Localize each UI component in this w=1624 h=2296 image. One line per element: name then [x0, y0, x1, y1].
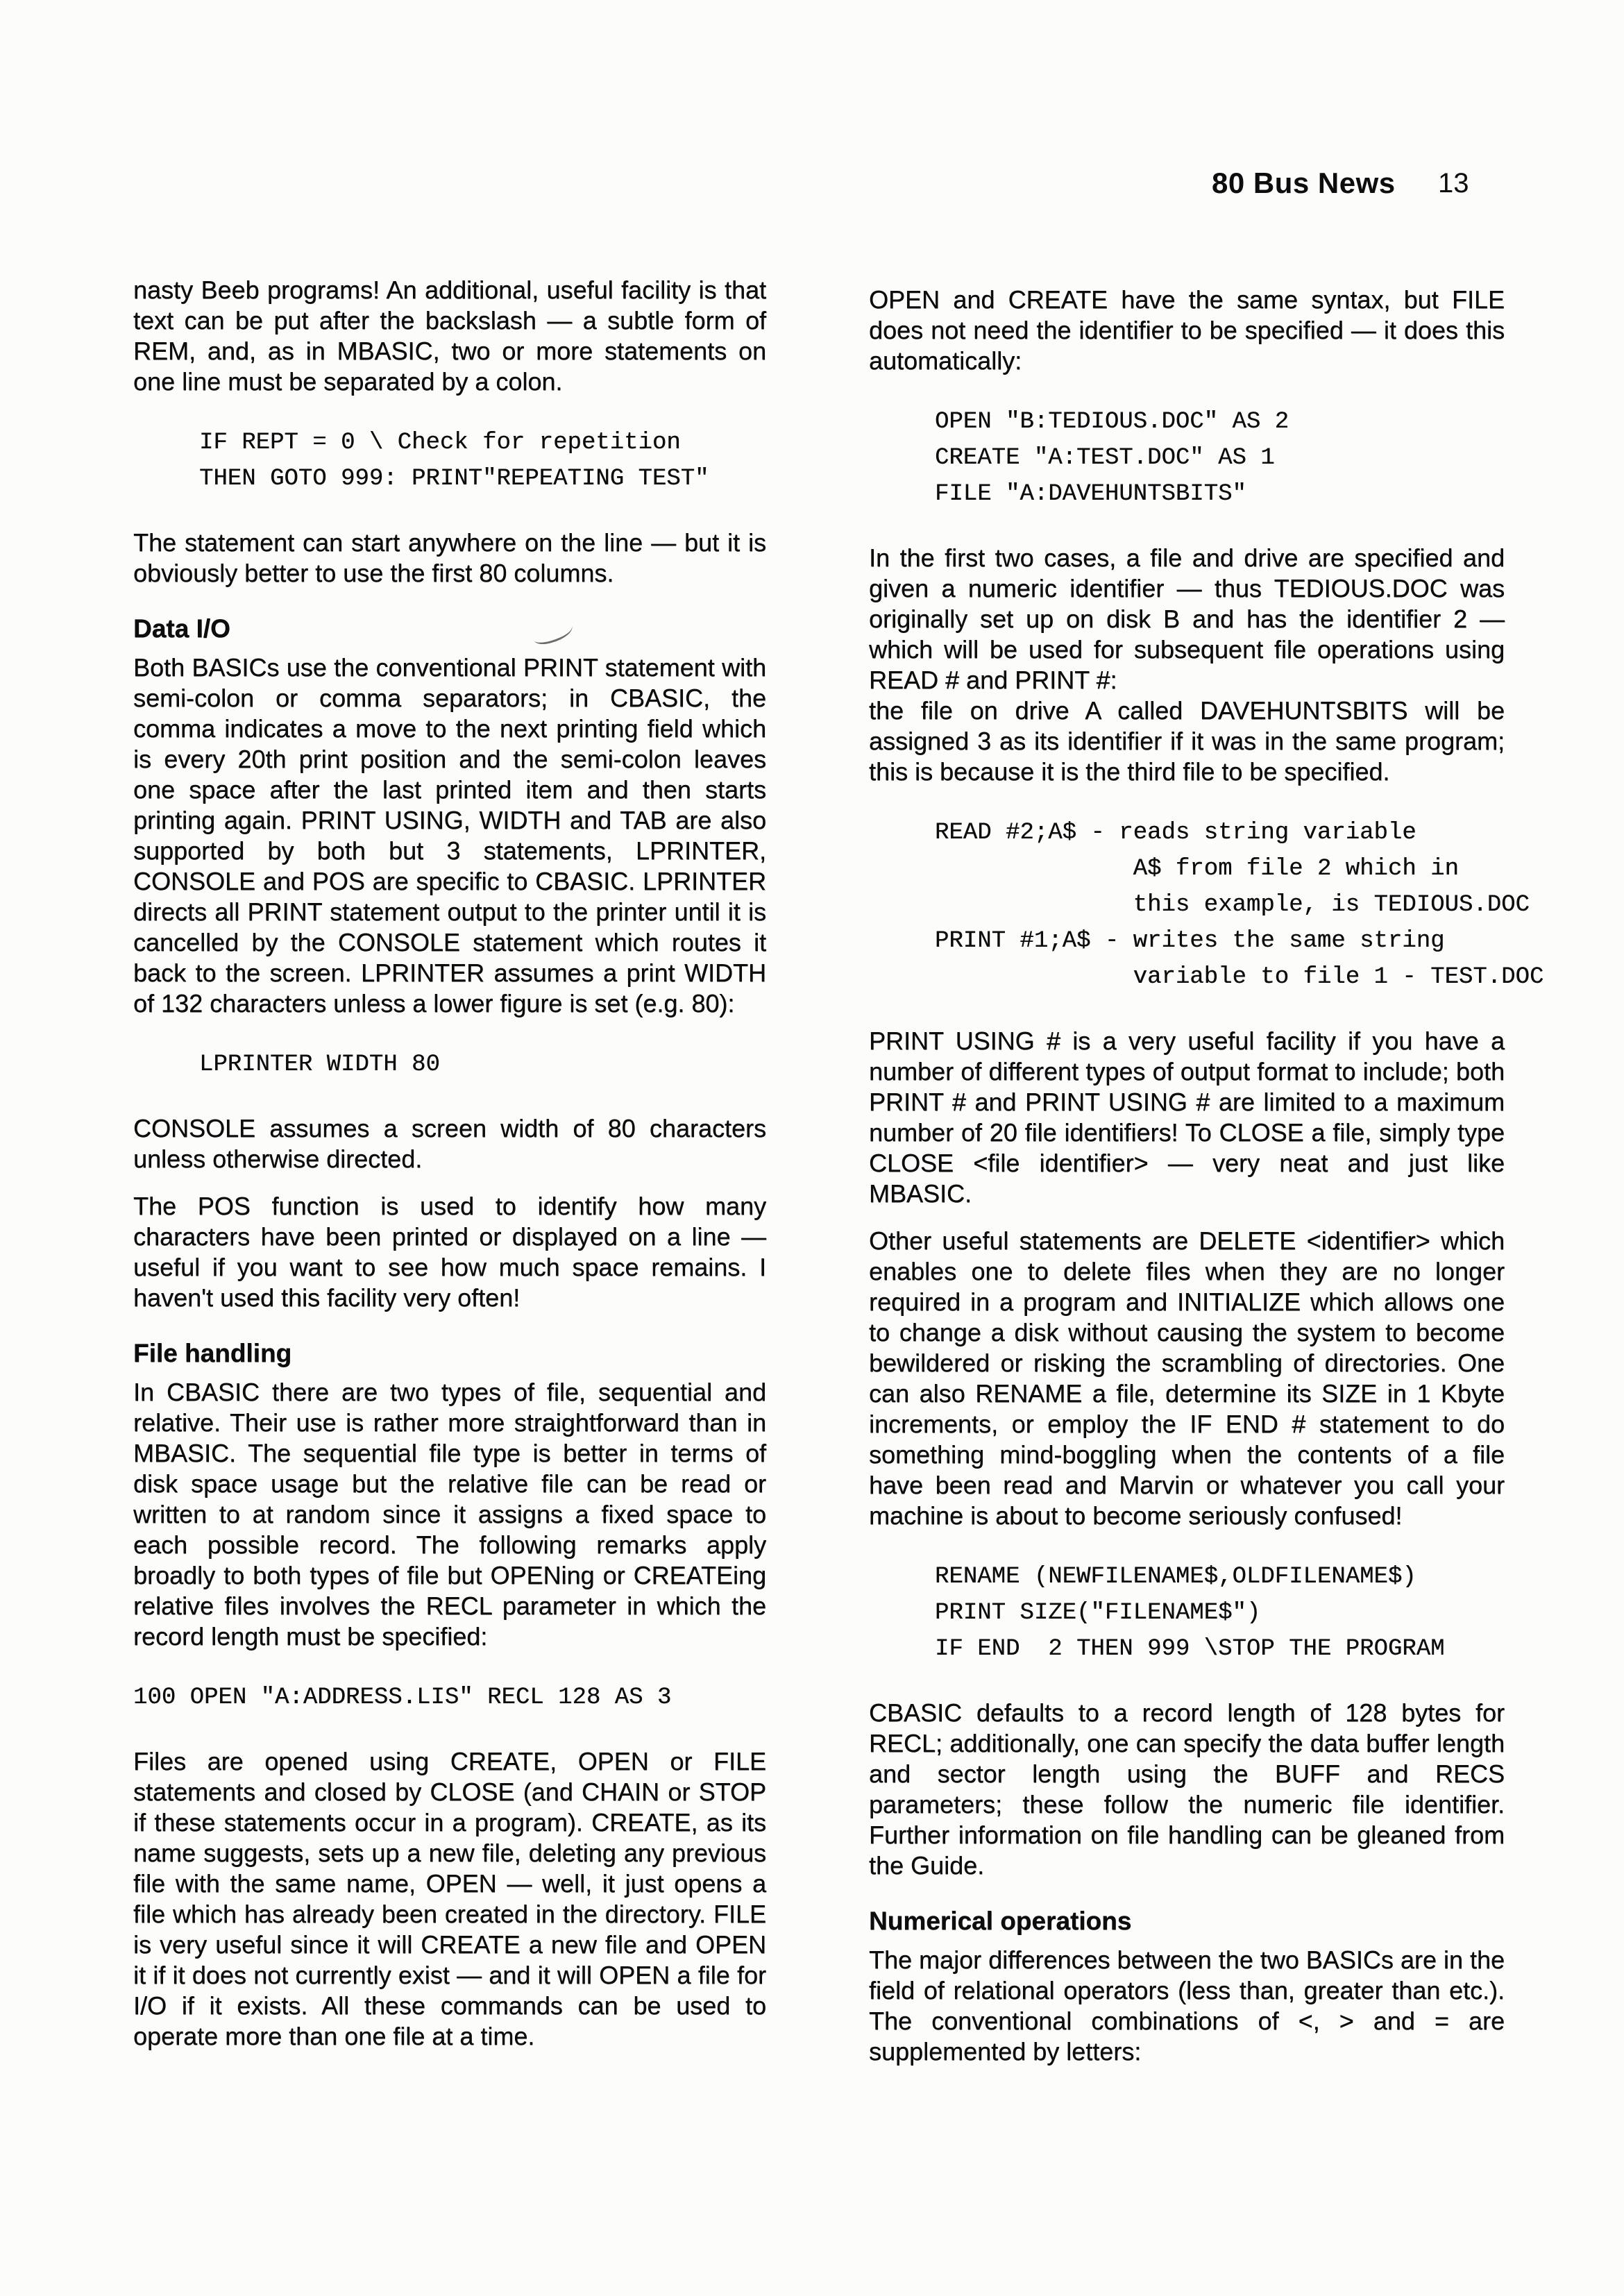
code-line: RENAME (NEWFILENAME$,OLDFILENAME$): [935, 1564, 1416, 1590]
code-line: PRINT SIZE("FILENAME$"): [935, 1600, 1261, 1626]
code-line: this example, is TEDIOUS.DOC: [935, 892, 1530, 918]
code-line: CREATE "A:TEST.DOC" AS 1: [935, 445, 1275, 471]
code-line: READ #2;A$ - reads string variable: [935, 820, 1416, 846]
code-line: A$ from file 2 which in: [935, 856, 1459, 882]
page-header: [0, 167, 1624, 208]
paragraph: The statement can start anywhere on the line — but it is obviously better to use the first 80 columns.: [133, 528, 766, 587]
paragraph: In CBASIC there are two types of file, sequential and relative. Their use is rather more straightforward than in MBASIC. The sequential file type is better in terms of disk space usage but the relative file can be read or written to at random since it assigns a fixed space to each possible record. The following remarks apply broadly to both types of file but OPENing or CREATEing relative files involves the RECL parameter in which the record length must be specified:: [133, 1378, 766, 1651]
code-line: LPRINTER WIDTH 80: [199, 1052, 440, 1078]
paragraph: PRINT USING # is a very useful facility if you have a number of different types of output format to include; both PRINT # and PRINT USING # are limited to a maximum number of 20 file identifiers! To CLOSE a file, simply type CLOSE <file identifier> — very neat and just like MBASIC.: [869, 1027, 1505, 1208]
magazine-title: 80 Bus News: [1212, 167, 1396, 199]
code-block: [869, 815, 1544, 995]
code-block: [869, 404, 1505, 512]
code-line: PRINT #1;A$ - writes the same string: [935, 928, 1445, 954]
page-number: 13: [1438, 168, 1469, 199]
code-line: FILE "A:DAVEHUNTSBITS": [935, 481, 1246, 507]
code-line: IF REPT = 0 \ Check for repetition: [199, 430, 681, 456]
code-block: [133, 1047, 766, 1083]
paragraph: Files are opened using CREATE, OPEN or FILE statements and closed by CLOSE (and CHAIN or STOP if these statements occur in a program). CREATE, as its name suggests, sets up a new file, deleting any previous file with the same name, OPEN — well, it just opens a file which has already been created in the directory. FILE is very useful since it will CREATE a new file and OPEN it if it does not currently exist — and it will OPEN a file for I/O if it exists. All these commands can be used to operate more than one file at a time.: [133, 1747, 766, 2050]
section-heading: Numerical operations: [869, 1907, 1132, 1935]
paragraph: CONSOLE assumes a screen width of 80 characters unless otherwise directed.: [133, 1114, 766, 1173]
code-line: variable to file 1 - TEST.DOC: [935, 964, 1544, 990]
code-block: [133, 425, 766, 497]
code-block: [133, 1680, 766, 1716]
paragraph: Other useful statements are DELETE <identifier> which enables one to delete files when they are no longer required in a program and INITIALIZE which allows one to change a disk without causing the system to become bewildered or risking the scrambling of directories. One can also RENAME a file, determine its SIZE in 1 Kbyte increments, or employ the IF END # statement to do something mind-boggling when the contents of a file have been read and Marvin or whatever you call your machine is about to become seriously confused!: [869, 1226, 1505, 1530]
paragraph: In the first two cases, a file and drive are specified and given a numeric identifier — thus TEDIOUS.DOC was originally set up on disk B and has the identifier 2 — which will be used for subsequent file operations using READ # and PRINT #:: [869, 543, 1505, 694]
section-heading: File handling: [133, 1339, 292, 1367]
paragraph: OPEN and CREATE have the same syntax, but FILE does not need the identifier to be specified — it does this automatically:: [869, 285, 1505, 375]
code-line: OPEN "B:TEDIOUS.DOC" AS 2: [935, 409, 1289, 435]
paragraph: the file on drive A called DAVEHUNTSBITS will be assigned 3 as its identifier if it was in the same program; this is because it is the third file to be specified.: [869, 696, 1505, 786]
left-column: [133, 275, 766, 2068]
paragraph: Both BASICs use the conventional PRINT statement with semi-colon or comma separators; in CBASIC, the comma indicates a move to the next printing field which is every 20th print position and the semi-colon leaves one space after the last printed item and then starts printing again. PRINT USING, WIDTH and TAB are also supported by both but 3 statements, LPRINTER, CONSOLE and POS are specific to CBASIC. LPRINTER directs all PRINT statement output to the printer until it is cancelled by the CONSOLE statement which routes it back to the screen. LPRINTER assumes a print WIDTH of 132 characters unless a lower figure is set (e.g. 80):: [133, 653, 766, 1018]
section-heading: Data I/O: [133, 614, 230, 643]
paragraph: CBASIC defaults to a record length of 128 bytes for RECL; additionally, one can specify the data buffer length and sector length using the BUFF and RECS parameters; these follow the numeric file identifier. Further information on file handling can be gleaned from the Guide.: [869, 1698, 1505, 1880]
code-line: THEN GOTO 999: PRINT"REPEATING TEST": [199, 466, 709, 492]
right-column: [869, 285, 1544, 2084]
code-block: [869, 1559, 1505, 1667]
paragraph: The POS function is used to identify how many characters have been printed or displayed on a line — useful if you want to see how much space remains. I haven't used this facility very often!: [133, 1192, 766, 1312]
code-line: 100 OPEN "A:ADDRESS.LIS" RECL 128 AS 3: [133, 1685, 672, 1711]
paragraph: nasty Beeb programs! An additional, useful facility is that text can be put after the backslash — a subtle form of REM, and, as in MBASIC, two or more statements on one line must be separated by a colon.: [133, 276, 766, 396]
paragraph: The major differences between the two BASICs are in the field of relational operators (less than, greater than etc.). The conventional combinations of <, > and = are supplemented by letters:: [869, 1945, 1505, 2066]
code-line: IF END 2 THEN 999 \STOP THE PROGRAM: [935, 1636, 1445, 1662]
